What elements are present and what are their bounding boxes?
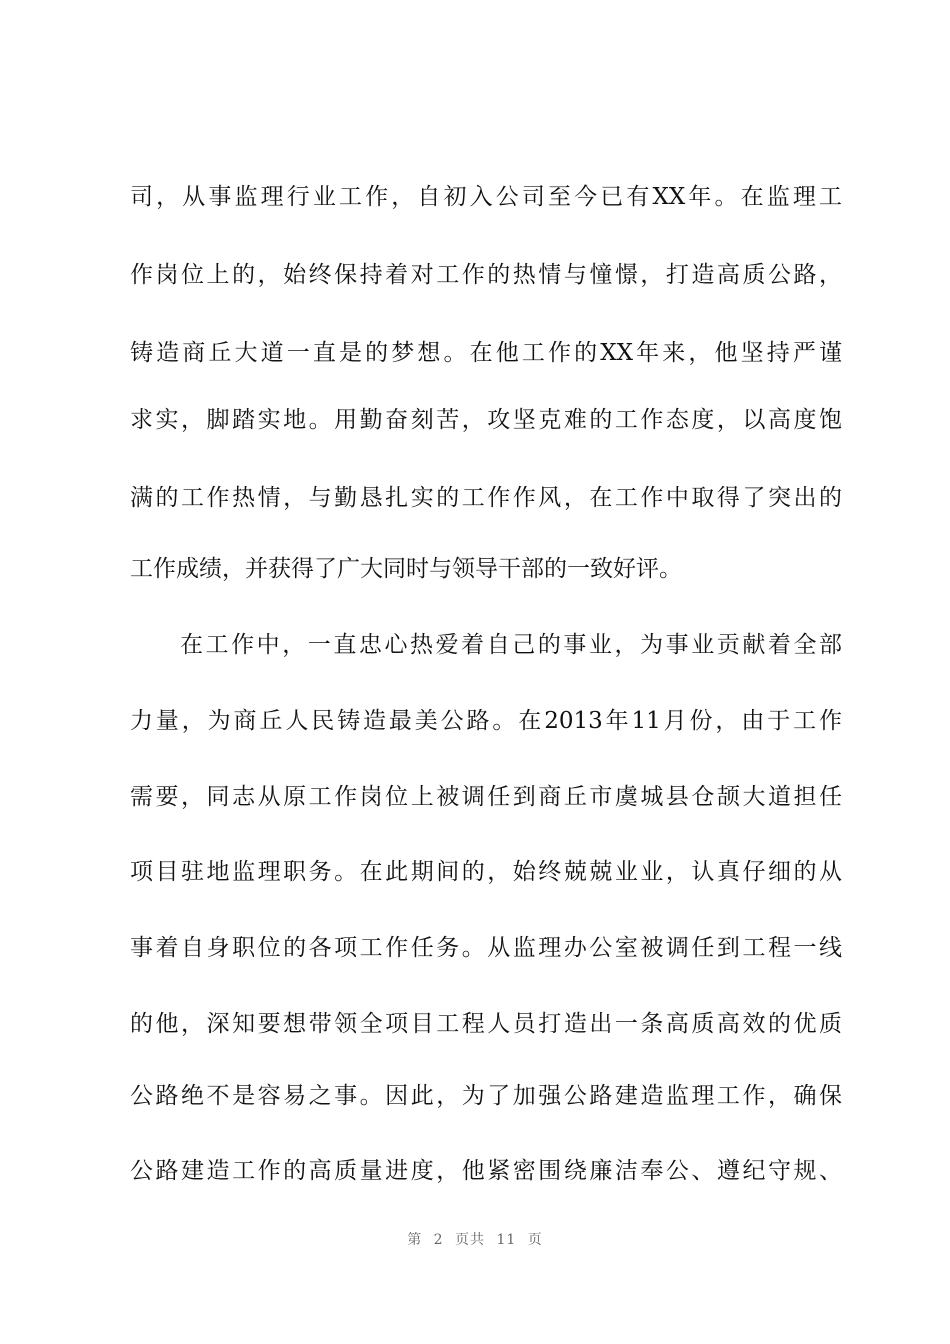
text-line: 力量，为商丘人民铸造最美公路。在2013年11月份，由于工作 [130, 708, 842, 734]
text-line: 需要，同志从原工作岗位上被调任到商丘市虞城县仓颉大道担任 [130, 784, 842, 810]
text-line: 求实，脚踏实地。用勤奋刻苦，攻坚克难的工作态度，以高度饱 [130, 407, 842, 433]
text-line: 项目驻地监理职务。在此期间的，始终兢兢业业，认真仔细的从 [130, 859, 842, 885]
text-line: 铸造商丘大道一直是的梦想。在他工作的XX年来，他坚持严谨 [130, 340, 842, 366]
text-line: 公路绝不是容易之事。因此，为了加强公路建造监理工作，确保 [130, 1083, 842, 1109]
page-number-footer: 第 2 页共 11 页 [407, 1232, 543, 1248]
text-line: 作岗位上的，始终保持着对工作的热情与憧憬，打造高质公路， [130, 262, 842, 288]
text-line: 事着自身职位的各项工作任务。从监理办公室被调任到工程一线 [130, 935, 842, 961]
text-line: 满的工作热情，与勤恳扎实的工作作风，在工作中取得了突出的 [130, 485, 842, 511]
text-line: 工作成绩，并获得了广大同时与领导干部的一致好评。 [130, 556, 682, 582]
paragraph-first-line: 在工作中，一直忠心热爱着自己的事业，为事业贡献着全部 [180, 632, 842, 658]
text-line: 的他，深知要想带领全项目工程人员打造出一条高质高效的优质 [130, 1011, 842, 1037]
text-line: 公路建造工作的高质量进度，他紧密围绕廉洁奉公、遵纪守规、 [130, 1158, 842, 1184]
text-line: 司，从事监理行业工作，自初入公司至今已有XX年。在监理工 [130, 184, 842, 210]
